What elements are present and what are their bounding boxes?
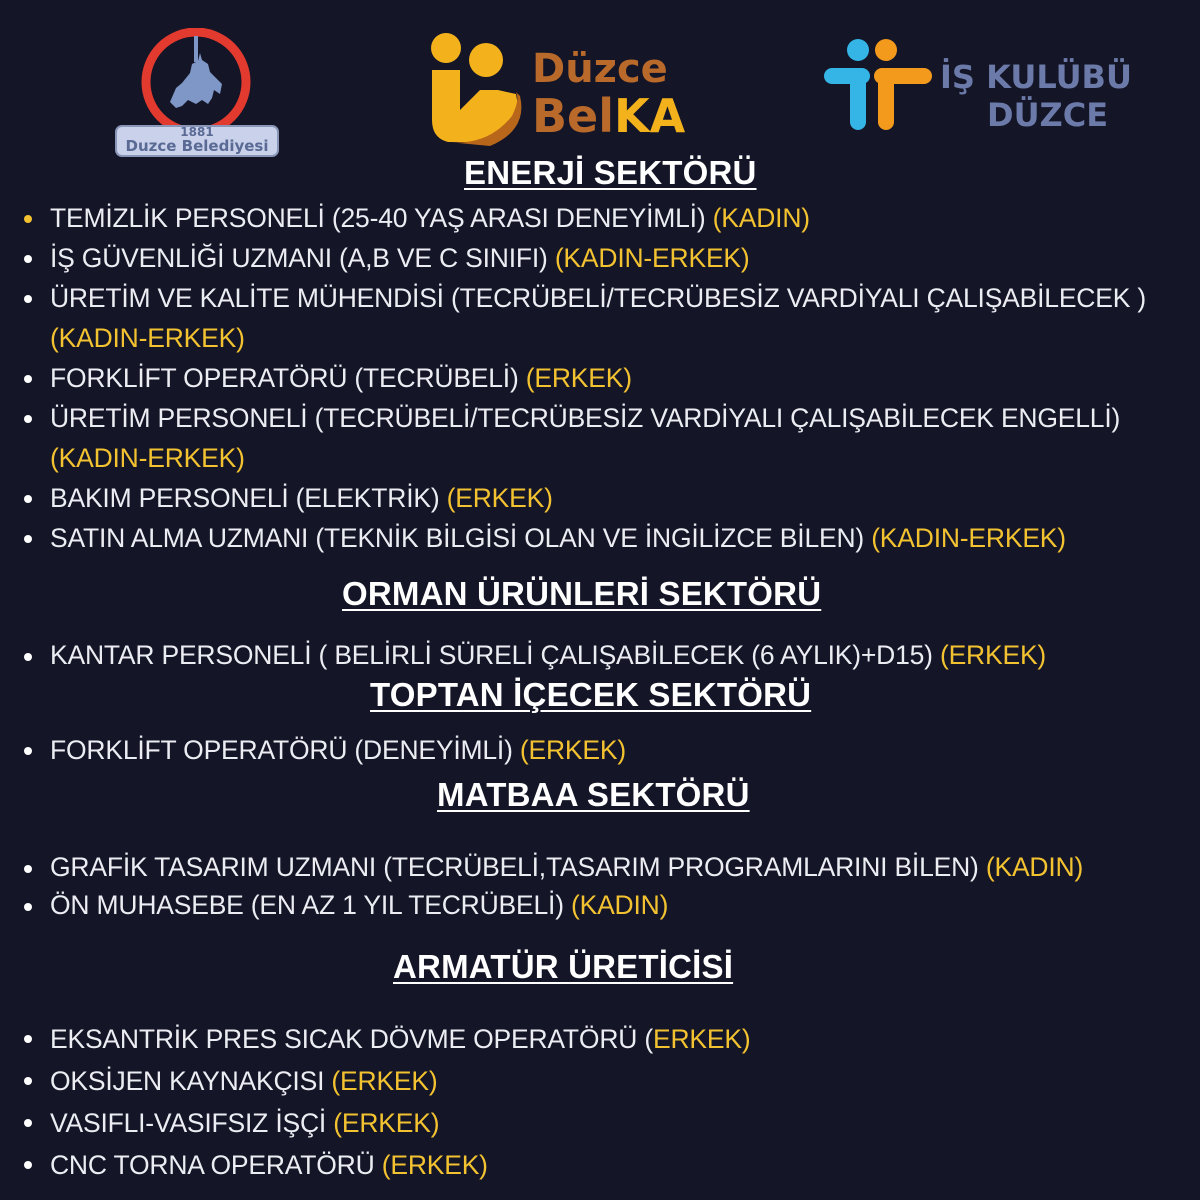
list-item: OKSİJEN KAYNAKÇISI (ERKEK) (20, 1060, 1190, 1102)
section-title-matbaa: MATBAA SEKTÖRÜ (437, 776, 750, 813)
svg-text:İŞ KULÜBÜ: İŞ KULÜBÜ (940, 58, 1132, 96)
list-item: GRAFİK TASARIM UZMANI (TECRÜBELİ,TASARIM PROGRAMLARINI BİLEN) (KADIN) (20, 848, 1190, 886)
list-armatur (20, 1018, 1190, 1186)
list-item: ÖN MUHASEBE (EN AZ 1 YIL TECRÜBELİ) (KADIN) (20, 886, 1190, 924)
duzce-belediyesi-logo (112, 28, 282, 160)
section-title-toptan-icecek: TOPTAN İÇECEK SEKTÖRÜ (370, 676, 812, 713)
list-item: TEMİZLİK PERSONELİ (25-40 YAŞ ARASI DENEYİMLİ) (KADIN) (20, 198, 1190, 238)
list-item: FORKLİFT OPERATÖRÜ (DENEYİMLİ) (ERKEK) (20, 730, 1190, 770)
list-orman (20, 636, 1190, 674)
list-matbaa (20, 848, 1190, 924)
list-item: ÜRETİM VE KALİTE MÜHENDİSİ (TECRÜBELİ/TECRÜBESİZ VARDİYALI ÇALIŞABİLECEK ) (KADIN-ERKEK) (20, 278, 1190, 358)
svg-text:DÜZCE: DÜZCE (987, 96, 1109, 134)
list-toptan-icecek (20, 730, 1190, 770)
people-cross-icon (824, 39, 932, 130)
svg-text:Düzce: Düzce (532, 46, 668, 92)
svg-text:BelKA: BelKA (532, 89, 686, 143)
list-item: SATIN ALMA UZMANI (TEKNİK BİLGİSİ OLAN VE İNGİLİZCE BİLEN) (KADIN-ERKEK) (20, 518, 1190, 558)
list-item: EKSANTRİK PRES SICAK DÖVME OPERATÖRÜ (ERKEK) (20, 1018, 1190, 1060)
list-item: ÜRETİM PERSONELİ (TECRÜBELİ/TECRÜBESİZ VARDİYALI ÇALIŞABİLECEK ENGELLİ) (KADIN-ERKEK) (20, 398, 1190, 478)
list-item: FORKLİFT OPERATÖRÜ (TECRÜBELİ) (ERKEK) (20, 358, 1190, 398)
horse-statue-icon (112, 28, 282, 160)
list-item: KANTAR PERSONELİ ( BELİRLİ SÜRELİ ÇALIŞABİLECEK (6 AYLIK)+D15) (ERKEK) (20, 636, 1190, 674)
svg-text:1881: 1881 (180, 125, 214, 139)
section-title-enerji: ENERJİ SEKTÖRÜ (464, 154, 757, 191)
list-item: CNC TORNA OPERATÖRÜ (ERKEK) (20, 1144, 1190, 1186)
list-item: İŞ GÜVENLİĞİ UZMANI (A,B VE C SINIFI) (KADIN-ERKEK) (20, 238, 1190, 278)
section-title-armatur: ARMATÜR ÜRETİCİSİ (393, 948, 734, 985)
duzce-belka-logo (428, 30, 708, 150)
is-kulubu-logo (822, 36, 1132, 136)
list-item: VASIFLI-VASIFSIZ İŞÇİ (ERKEK) (20, 1102, 1190, 1144)
list-item: BAKIM PERSONELİ (ELEKTRİK) (ERKEK) (20, 478, 1190, 518)
list-enerji (20, 198, 1190, 558)
section-title-orman: ORMAN ÜRÜNLERİ SEKTÖRÜ (342, 575, 822, 612)
belka-figure-icon (431, 33, 521, 146)
svg-text:Duzce Belediyesi: Duzce Belediyesi (125, 137, 269, 155)
